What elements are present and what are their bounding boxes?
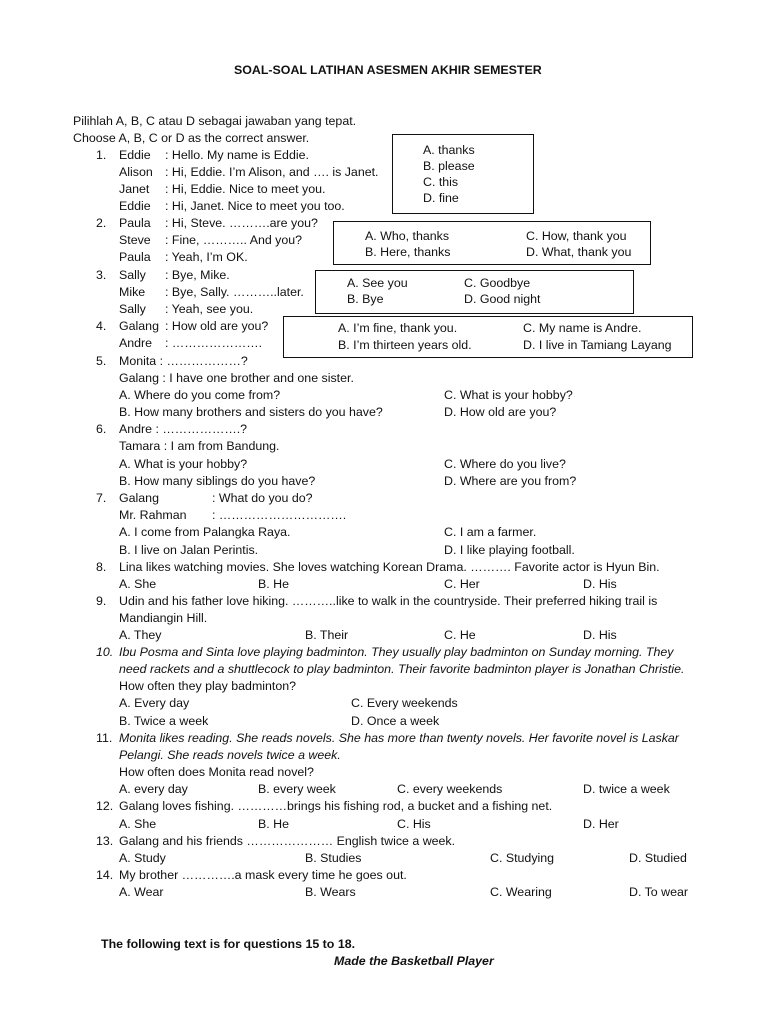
dialogue-line: : Fine, ……….. And you? xyxy=(165,233,303,247)
question-text: Pelangi. She reads novels twice a week. xyxy=(119,748,341,762)
question-number: 14. xyxy=(96,868,114,882)
option: C. this xyxy=(423,175,459,189)
option: A. They xyxy=(119,628,162,642)
dialogue-line: Galang : I have one brother and one sister. xyxy=(119,371,354,385)
question-text: Galang loves fishing. …………brings his fishing rod, a bucket and a fishing net. xyxy=(119,799,553,813)
question-text: Udin and his father love hiking. ………..like to walk in the countryside. Their preferred hiking trail is xyxy=(119,594,658,608)
option: A. I’m fine, thank you. xyxy=(338,321,458,335)
option: B. Wears xyxy=(305,885,356,899)
option: C. How, thank you xyxy=(526,229,627,243)
question-text: need rackets and a shuttlecock to play badminton. Their favorite badminton player is Jonathan Christie. xyxy=(119,662,685,676)
option: D. fine xyxy=(423,191,459,205)
question-number: 6. xyxy=(96,422,107,436)
option: C. I am a farmer. xyxy=(444,525,537,539)
dialogue-line: Monita : ………………? xyxy=(119,354,248,368)
question-number: 10. xyxy=(96,645,114,659)
option: C. Her xyxy=(444,577,480,591)
question-number: 5. xyxy=(96,354,107,368)
dialogue-line: : Hi, Steve. ……….are you? xyxy=(165,216,318,230)
option: B. How many brothers and sisters do you have? xyxy=(119,405,383,419)
instruction-english: Choose A, B, C or D as the correct answer. xyxy=(73,131,310,145)
speaker: Eddie xyxy=(119,199,151,213)
option: C. every weekends xyxy=(397,782,503,796)
option: C. He xyxy=(444,628,476,642)
option: A. See you xyxy=(347,276,408,290)
option: A. She xyxy=(119,817,157,831)
option: B. Bye xyxy=(347,292,384,306)
question-number: 7. xyxy=(96,491,107,505)
option: C. What is your hobby? xyxy=(444,388,573,402)
speaker: Sally xyxy=(119,302,146,316)
option: B. Twice a week xyxy=(119,714,209,728)
question-number: 2. xyxy=(96,216,107,230)
speaker: Paula xyxy=(119,216,151,230)
option: C. Wearing xyxy=(490,885,552,899)
question-number: 4. xyxy=(96,319,107,333)
option: D. His xyxy=(583,577,617,591)
option: A. Every day xyxy=(119,696,190,710)
option: D. His xyxy=(583,628,617,642)
dialogue-line: Andre : ……………….? xyxy=(119,422,248,436)
option: B. Here, thanks xyxy=(365,245,451,259)
dialogue-line: : Yeah, I’m OK. xyxy=(165,250,248,264)
option: A. What is your hobby? xyxy=(119,457,248,471)
option: B. He xyxy=(258,577,289,591)
option: D. What, thank you xyxy=(526,245,632,259)
dialogue-line: : …………………………. xyxy=(212,508,347,522)
question-prompt: How often they play badminton? xyxy=(119,679,297,693)
option: C. My name is Andre. xyxy=(523,321,642,335)
instruction-indonesian: Pilihlah A, B, C atau D sebagai jawaban yang tepat. xyxy=(73,114,357,128)
speaker: Mr. Rahman xyxy=(119,508,187,522)
option: D. I live in Tamiang Layang xyxy=(523,338,672,352)
question-number: 13. xyxy=(96,834,114,848)
question-number: 9. xyxy=(96,594,107,608)
dialogue-line: : What do you do? xyxy=(212,491,313,505)
option: D. Once a week xyxy=(351,714,440,728)
question-text: Mandiangin Hill. xyxy=(119,611,208,625)
question-number: 3. xyxy=(96,268,107,282)
speaker: Janet xyxy=(119,182,150,196)
speaker: Eddie xyxy=(119,148,151,162)
dialogue-line: Tamara : I am from Bandung. xyxy=(119,439,280,453)
option: B. How many siblings do you have? xyxy=(119,474,316,488)
option: C. Studying xyxy=(490,851,555,865)
option: D. Where are you from? xyxy=(444,474,577,488)
option: A. I come from Palangka Raya. xyxy=(119,525,291,539)
option: B. Their xyxy=(305,628,349,642)
speaker: Steve xyxy=(119,233,151,247)
dialogue-line: : Bye, Mike. xyxy=(165,268,230,282)
dialogue-line: : Hi, Eddie. I’m Alison, and …. is Janet. xyxy=(165,165,379,179)
option: B. He xyxy=(258,817,289,831)
option: D. Studied xyxy=(629,851,687,865)
reading-intro: The following text is for questions 15 to 18. xyxy=(101,937,356,951)
question-prompt: How often does Monita read novel? xyxy=(119,765,314,779)
option: C. Where do you live? xyxy=(444,457,566,471)
question-text: Lina likes watching movies. She loves watching Korean Drama. ………. Favorite actor is Hyun Bin. xyxy=(119,560,660,574)
option: B. please xyxy=(423,159,475,173)
speaker: Andre xyxy=(119,336,153,350)
option: D. To wear xyxy=(629,885,688,899)
dialogue-line: : Hi, Janet. Nice to meet you too. xyxy=(165,199,345,213)
option: C. Every weekends xyxy=(351,696,458,710)
question-text: Ibu Posma and Sinta love playing badminton. They usually play badminton on Sunday morning. They xyxy=(119,645,674,659)
question-text: Monita likes reading. She reads novels. She has more than twenty novels. Her favorite novel is Laskar xyxy=(119,731,679,745)
dialogue-line: : …………………. xyxy=(165,336,263,350)
dialogue-line: : Yeah, see you. xyxy=(165,302,254,316)
speaker: Sally xyxy=(119,268,146,282)
option: A. Study xyxy=(119,851,166,865)
speaker: Paula xyxy=(119,250,151,264)
dialogue-line: : Hi, Eddie. Nice to meet you. xyxy=(165,182,326,196)
option: B. Studies xyxy=(305,851,362,865)
option: D. Her xyxy=(583,817,619,831)
dialogue-line: : Bye, Sally. ………..later. xyxy=(165,285,304,299)
dialogue-line: : How old are you? xyxy=(165,319,269,333)
speaker: Galang xyxy=(119,491,159,505)
option: A. every day xyxy=(119,782,188,796)
speaker: Galang xyxy=(119,319,159,333)
question-number: 11. xyxy=(96,731,113,745)
speaker: Mike xyxy=(119,285,146,299)
option: A. thanks xyxy=(423,143,475,157)
option: C. Goodbye xyxy=(464,276,531,290)
page-title: SOAL-SOAL LATIHAN ASESMEN AKHIR SEMESTER xyxy=(234,63,542,77)
option: A. Who, thanks xyxy=(365,229,450,243)
option: D. I like playing football. xyxy=(444,543,575,557)
option: A. Wear xyxy=(119,885,164,899)
question-number: 8. xyxy=(96,560,107,574)
option: B. I’m thirteen years old. xyxy=(338,338,472,352)
question-number: 1. xyxy=(96,148,107,162)
option: D. How old are you? xyxy=(444,405,557,419)
reading-title: Made the Basketball Player xyxy=(334,954,494,968)
option: B. every week xyxy=(258,782,336,796)
option: A. She xyxy=(119,577,157,591)
option: C. His xyxy=(397,817,431,831)
option: B. I live on Jalan Perintis. xyxy=(119,543,259,557)
dialogue-line: : Hello. My name is Eddie. xyxy=(165,148,309,162)
question-number: 12. xyxy=(96,799,114,813)
question-text: Galang and his friends ………………… English twice a week. xyxy=(119,834,456,848)
option: A. Where do you come from? xyxy=(119,388,281,402)
option: D. Good night xyxy=(464,292,541,306)
question-text: My brother ………….a mask every time he goes out. xyxy=(119,868,407,882)
option: D. twice a week xyxy=(583,782,670,796)
speaker: Alison xyxy=(119,165,153,179)
